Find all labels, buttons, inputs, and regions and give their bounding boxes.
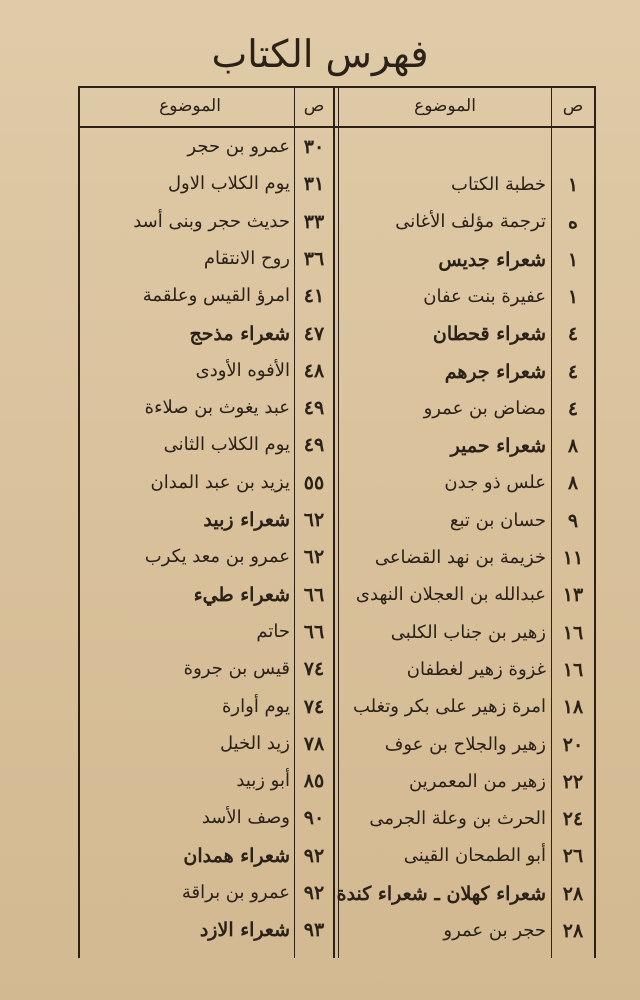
left-page-number: ٤٩ bbox=[303, 397, 325, 419]
right-page-number: ١ bbox=[567, 174, 579, 196]
right-topic-entry: عبدالله بن العجلان النهدى bbox=[355, 584, 546, 605]
right-page-col-divider bbox=[551, 86, 552, 958]
left-topic-entry: أبو زبيد bbox=[236, 770, 290, 791]
right-topic-entry: مضاض بن عمرو bbox=[423, 398, 546, 419]
left-page-number: ٤٩ bbox=[303, 434, 325, 456]
left-page-number: ٦٢ bbox=[303, 509, 325, 531]
right-page-number: ٨ bbox=[567, 472, 579, 494]
right-page-number: ٢٠ bbox=[562, 734, 584, 756]
right-topic-entry: شعراء جديس bbox=[438, 249, 546, 271]
left-topic-entry: امرؤ القيس وعلقمة bbox=[142, 285, 290, 306]
left-topic-entry: عمرو بن معد يكرب bbox=[144, 546, 290, 567]
left-topic-entry: يوم الكلاب الثانى bbox=[163, 434, 290, 455]
left-topic-entry: شعراء همدان bbox=[183, 845, 290, 867]
left-page-number: ٩٢ bbox=[303, 845, 325, 867]
right-topic-header: الموضوع bbox=[414, 96, 476, 116]
right-topic-entry: أبو الطمحان القينى bbox=[403, 845, 546, 866]
right-topic-entry: خزيمة بن نهد القضاعى bbox=[374, 547, 546, 568]
right-page-number: ١١ bbox=[562, 547, 584, 569]
left-page-number: ٥٥ bbox=[303, 472, 325, 494]
left-page-number: ٧٨ bbox=[303, 733, 325, 755]
table-top-rule bbox=[78, 86, 596, 88]
left-page-number: ٦٢ bbox=[303, 546, 325, 568]
left-page-number: ٨٥ bbox=[303, 770, 325, 792]
left-page-number: ٤٨ bbox=[303, 360, 325, 382]
left-topic-entry: عمرو بن حجر bbox=[187, 136, 290, 157]
right-page-number: ٤ bbox=[567, 361, 579, 383]
right-page-number: ١٨ bbox=[562, 696, 584, 718]
right-topic-entry: شعراء حمير bbox=[450, 435, 546, 457]
right-topic-entry: امرة زهير على بكر وتغلب bbox=[352, 696, 546, 717]
left-topic-entry: زيد الخيل bbox=[219, 733, 290, 754]
left-page-number: ٣٠ bbox=[303, 136, 325, 158]
right-page-number: ٤ bbox=[567, 398, 579, 420]
page-title: فهرس الكتاب bbox=[211, 32, 429, 76]
left-topic-entry: عمرو بن براقة bbox=[181, 882, 290, 903]
left-topic-entry: يوم الكلاب الاول bbox=[167, 173, 290, 194]
right-topic-entry: حسان بن تبع bbox=[449, 510, 546, 531]
table-header-rule bbox=[78, 126, 596, 128]
left-page-number: ٣٦ bbox=[303, 248, 325, 270]
left-page-header: ص bbox=[303, 96, 325, 116]
right-page-number: ١٣ bbox=[562, 584, 584, 606]
right-topic-entry: الحرث بن وعلة الجرمى bbox=[369, 808, 546, 829]
right-topic-entry: شعراء جرهم bbox=[444, 361, 546, 383]
left-topic-entry: الأفوه الأودى bbox=[195, 360, 290, 381]
center-divider-second bbox=[338, 86, 339, 958]
right-topic-entry: خطبة الكتاب bbox=[451, 174, 546, 195]
left-page-number: ٧٤ bbox=[303, 696, 325, 718]
right-page-number: ٤ bbox=[567, 323, 579, 345]
left-page-number: ٣٣ bbox=[303, 211, 325, 233]
right-topic-entry: ترجمة مؤلف الأغانى bbox=[395, 211, 546, 232]
left-page-number: ٤٧ bbox=[303, 323, 325, 345]
left-topic-entry: شعراء الازد bbox=[199, 919, 290, 941]
left-topic-entry: شعراء طيء bbox=[193, 584, 290, 606]
left-topic-entry: يوم أوارة bbox=[222, 696, 290, 717]
left-page-number: ٦٦ bbox=[303, 621, 325, 643]
left-page-number: ٩٣ bbox=[303, 919, 325, 941]
left-topic-entry: حاتم bbox=[256, 621, 290, 642]
right-page-number: ٩ bbox=[567, 510, 579, 532]
right-page-number: ١ bbox=[567, 249, 579, 271]
left-page-number: ٤١ bbox=[303, 285, 325, 307]
left-topic-entry: روح الانتقام bbox=[203, 248, 290, 269]
right-page-number: ٢٢ bbox=[562, 771, 584, 793]
left-topic-entry: يزيد بن عبد المدان bbox=[150, 472, 290, 493]
left-topic-entry: شعراء مذحج bbox=[189, 323, 290, 345]
left-topic-entry: حديث حجر وبنى أسد bbox=[133, 211, 290, 232]
left-page-number: ٩٠ bbox=[303, 807, 325, 829]
right-topic-entry: شعراء كهلان ـ شعراء كندة bbox=[336, 883, 546, 905]
right-page-number: ٢٦ bbox=[562, 845, 584, 867]
left-topic-entry: عبد يغوث بن صلاءة bbox=[144, 397, 290, 418]
right-topic-entry: زهير بن جناب الكلبى bbox=[390, 622, 546, 643]
left-page-number: ٦٦ bbox=[303, 584, 325, 606]
right-page-number: ه bbox=[568, 211, 578, 233]
right-page-number: ٢٨ bbox=[562, 883, 584, 905]
right-page-number: ٢٤ bbox=[562, 808, 584, 830]
table-right-border bbox=[594, 86, 596, 958]
right-page-number: ١٦ bbox=[562, 659, 584, 681]
left-topic-entry: وصف الأسد bbox=[201, 807, 290, 828]
left-page-number: ٩٢ bbox=[303, 882, 325, 904]
right-page-number: ٢٨ bbox=[562, 920, 584, 942]
right-topic-entry: عفيرة بنت عفان bbox=[423, 286, 546, 307]
right-topic-entry: غزوة زهير لغطفان bbox=[406, 659, 546, 680]
left-page-number: ٣١ bbox=[303, 173, 325, 195]
table-left-border bbox=[78, 86, 80, 958]
right-page-number: ٨ bbox=[567, 435, 579, 457]
right-topic-entry: شعراء قحطان bbox=[432, 323, 546, 345]
right-topic-entry: زهير من المعمرين bbox=[409, 771, 546, 792]
right-topic-entry: زهير والجلاح بن عوف bbox=[384, 734, 546, 755]
right-page-header: ص bbox=[562, 96, 584, 116]
left-page-number: ٧٤ bbox=[303, 658, 325, 680]
right-page-number: ١٦ bbox=[562, 622, 584, 644]
right-page-number: ١ bbox=[567, 286, 579, 308]
left-topic-entry: قيس بن جروة bbox=[183, 658, 290, 679]
left-topic-entry: شعراء زبيد bbox=[203, 509, 290, 531]
left-topic-header: الموضوع bbox=[159, 96, 221, 116]
right-topic-entry: علس ذو جدن bbox=[444, 472, 546, 493]
right-topic-entry: حجر بن عمرو bbox=[443, 920, 546, 941]
